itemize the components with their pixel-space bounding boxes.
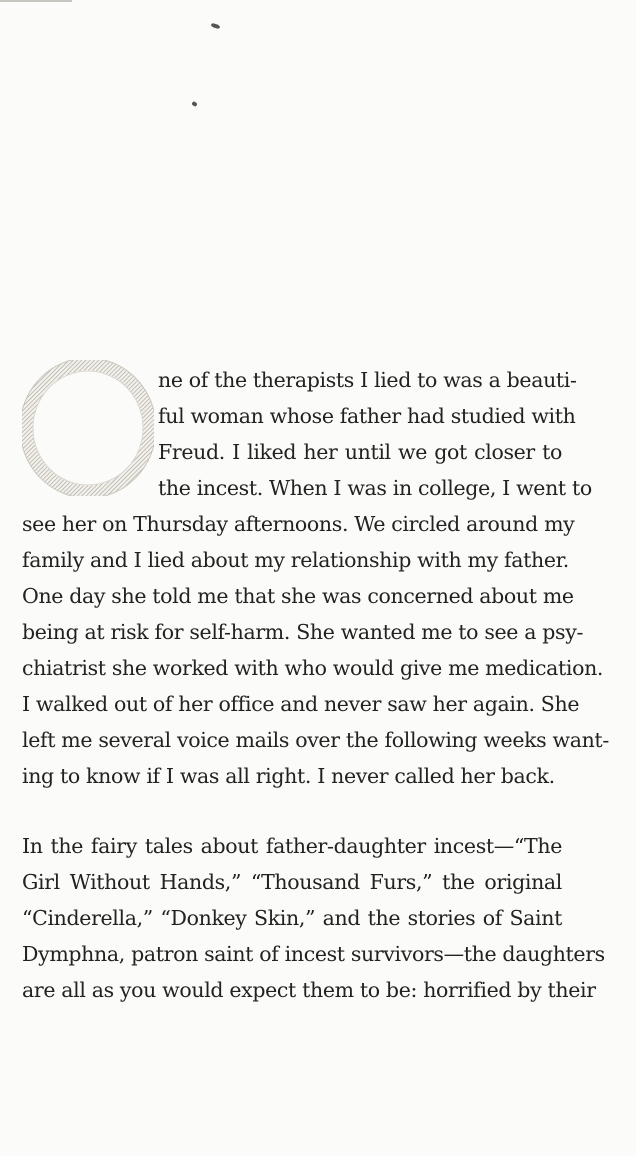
text-line: In the fairy tales about father-daughter incest—“The xyxy=(22,834,562,858)
drop-cap-letter xyxy=(60,398,116,458)
text-line: chiatrist she worked with who would give me medication. xyxy=(22,656,604,680)
text-line: family and I lied about my relationship with my father. xyxy=(22,548,569,572)
text-line: being at risk for self-harm. She wanted me to see a psy- xyxy=(22,620,584,644)
ink-speck-1 xyxy=(211,23,221,30)
text-line: Girl Without Hands,” “Thousand Furs,” the original xyxy=(22,870,562,894)
text-line: are all as you would expect them to be: horrified by their xyxy=(22,978,596,1002)
text-line: One day she told me that she was concerned about me xyxy=(22,584,574,608)
text-line: see her on Thursday afternoons. We circled around my xyxy=(22,512,575,536)
text-line: ing to know if I was all right. I never called her back. xyxy=(22,764,555,788)
text-line: ful woman whose father had studied with xyxy=(158,404,576,428)
text-line: “Cinderella,” “Donkey Skin,” and the stories of Saint xyxy=(22,906,562,930)
text-line: the incest. When I was in college, I went to xyxy=(158,476,592,500)
ink-speck-2 xyxy=(191,101,197,107)
text-line: Dymphna, patron saint of incest survivors—the daughters xyxy=(22,942,605,966)
text-line: Freud. I liked her until we got closer to xyxy=(158,440,562,464)
text-line: ne of the therapists I lied to was a beauti- xyxy=(158,368,577,392)
text-line: left me several voice mails over the following weeks want- xyxy=(22,728,609,752)
text-line: I walked out of her office and never saw her again. She xyxy=(22,692,580,716)
top-edge-rule xyxy=(0,0,72,2)
